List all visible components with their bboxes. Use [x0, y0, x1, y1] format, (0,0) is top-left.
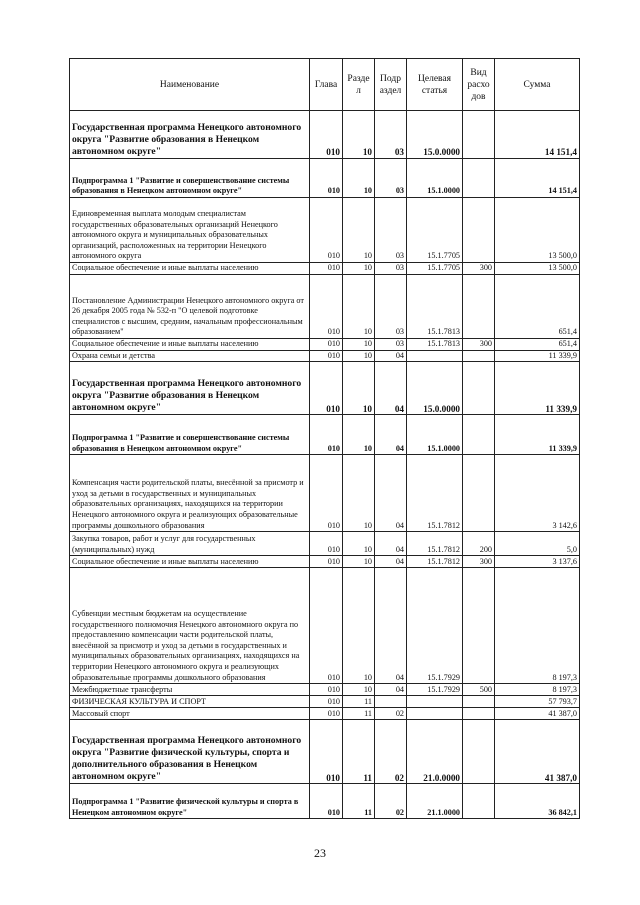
cell-section: 10 [343, 275, 375, 339]
cell-sum: 8 197,3 [495, 568, 580, 684]
cell-kind: 200 [463, 532, 495, 556]
cell-name: Социальное обеспечение и иные выплаты населению [70, 339, 310, 351]
cell-target: 15.1.7812 [407, 532, 463, 556]
cell-name: Закупка товаров, работ и услуг для государственных (муниципальных) нужд [70, 532, 310, 556]
table-row [70, 339, 580, 351]
cell-chapter: 010 [310, 696, 343, 708]
cell-name: Государственная программа Ненецкого автономного округа "Развитие образования в Ненецком автономном округе" [70, 362, 310, 415]
cell-target: 15.0.0000 [407, 362, 463, 415]
page-number: 23 [314, 846, 326, 860]
table-row [70, 696, 580, 708]
cell-chapter: 010 [310, 350, 343, 362]
cell-section: 10 [343, 159, 375, 198]
cell-sum: 3 142,6 [495, 455, 580, 532]
cell-target: 15.1.7812 [407, 556, 463, 568]
cell-chapter: 010 [310, 684, 343, 696]
cell-section: 10 [343, 111, 375, 159]
cell-target: 15.1.7929 [407, 684, 463, 696]
cell-subsection: 03 [375, 339, 407, 351]
header-sum: Сумма [495, 59, 580, 111]
cell-subsection: 03 [375, 263, 407, 275]
cell-kind [463, 720, 495, 784]
cell-chapter: 010 [310, 159, 343, 198]
cell-chapter: 010 [310, 275, 343, 339]
cell-name: Государственная программа Ненецкого автономного округа "Развитие образования в Ненецком автономном округе" [70, 111, 310, 159]
table-row [70, 708, 580, 720]
cell-chapter: 010 [310, 263, 343, 275]
table-body [70, 111, 580, 819]
table-row [70, 263, 580, 275]
cell-subsection [375, 696, 407, 708]
cell-name: Социальное обеспечение и иные выплаты населению [70, 263, 310, 275]
header-name: Наименование [70, 59, 310, 111]
cell-chapter: 010 [310, 556, 343, 568]
cell-kind [463, 568, 495, 684]
cell-kind [463, 159, 495, 198]
table-row [70, 111, 580, 159]
cell-kind [463, 455, 495, 532]
table-row [70, 784, 580, 819]
cell-sum: 5,0 [495, 532, 580, 556]
cell-sum: 36 842,1 [495, 784, 580, 819]
table-row [70, 684, 580, 696]
cell-section: 11 [343, 720, 375, 784]
cell-chapter: 010 [310, 532, 343, 556]
cell-target: 15.1.7813 [407, 275, 463, 339]
cell-subsection: 04 [375, 455, 407, 532]
cell-sum: 651,4 [495, 339, 580, 351]
cell-chapter: 010 [310, 362, 343, 415]
cell-name: ФИЗИЧЕСКАЯ КУЛЬТУРА И СПОРТ [70, 696, 310, 708]
cell-sum: 11 339,9 [495, 350, 580, 362]
cell-kind: 300 [463, 339, 495, 351]
cell-section: 10 [343, 455, 375, 532]
cell-chapter: 010 [310, 339, 343, 351]
cell-subsection: 03 [375, 198, 407, 263]
cell-chapter: 010 [310, 720, 343, 784]
cell-sum: 8 197,3 [495, 684, 580, 696]
cell-sum: 651,4 [495, 275, 580, 339]
table-row [70, 350, 580, 362]
cell-kind [463, 111, 495, 159]
cell-target [407, 708, 463, 720]
cell-chapter: 010 [310, 415, 343, 455]
table-header-row [70, 59, 580, 111]
cell-name: Постановление Администрации Ненецкого автономного округа от 26 декабря 2005 года № 532-п "О целевой подготовке специалистов с высшим, средним, начальным профессиональным образованием" [70, 275, 310, 339]
cell-kind: 300 [463, 556, 495, 568]
cell-sum: 11 339,9 [495, 362, 580, 415]
cell-name: Охрана семьи и детства [70, 350, 310, 362]
cell-sum: 57 793,7 [495, 696, 580, 708]
table-row [70, 720, 580, 784]
header-section: Разде л [343, 59, 375, 111]
cell-kind [463, 415, 495, 455]
cell-kind [463, 784, 495, 819]
cell-target [407, 696, 463, 708]
header-chapter: Глава [310, 59, 343, 111]
cell-subsection: 02 [375, 708, 407, 720]
cell-target: 15.1.7812 [407, 455, 463, 532]
cell-target: 15.1.7705 [407, 263, 463, 275]
cell-subsection: 04 [375, 568, 407, 684]
budget-table-sheet [69, 58, 579, 819]
cell-sum: 13 500,0 [495, 198, 580, 263]
cell-sum: 13 500,0 [495, 263, 580, 275]
cell-sum: 11 339,9 [495, 415, 580, 455]
cell-name: Единовременная выплата молодым специалистам государственных образовательных организаций Ненецкого автономного округа и муниципальных образовательных организаций, расположенных на территории Ненецкого автономного округа [70, 198, 310, 263]
cell-kind [463, 350, 495, 362]
cell-name: Подпрограмма 1 "Развитие физической культуры и спорта в Ненецком автономном округе" [70, 784, 310, 819]
cell-name: Субвенции местным бюджетам на осуществление государственного полномочия Ненецкого автономного округа по предоставлению компенсации части родительской платы, внесённой за присмотр и уход за детьми в государственных и муниципальных образовательных организациях, находящихся на территории Ненецкого автономного округа и реализующих образовательные программы дошкольного образования [70, 568, 310, 684]
cell-kind [463, 362, 495, 415]
cell-chapter: 010 [310, 568, 343, 684]
cell-sum: 41 387,0 [495, 720, 580, 784]
cell-kind [463, 708, 495, 720]
cell-name: Подпрограмма 1 "Развитие и совершенствование системы образования в Ненецком автономном округе" [70, 159, 310, 198]
cell-kind [463, 275, 495, 339]
table-row [70, 556, 580, 568]
cell-section: 10 [343, 415, 375, 455]
cell-section: 10 [343, 198, 375, 263]
cell-target: 15.0.0000 [407, 111, 463, 159]
table-row [70, 198, 580, 263]
table-row [70, 362, 580, 415]
cell-target: 15.1.0000 [407, 415, 463, 455]
cell-subsection: 03 [375, 159, 407, 198]
cell-name: Массовый спорт [70, 708, 310, 720]
cell-subsection: 04 [375, 362, 407, 415]
cell-name: Подпрограмма 1 "Развитие и совершенствование системы образования в Ненецком автономном округе" [70, 415, 310, 455]
cell-target: 15.1.7705 [407, 198, 463, 263]
cell-section: 10 [343, 263, 375, 275]
cell-target [407, 350, 463, 362]
cell-chapter: 010 [310, 455, 343, 532]
cell-subsection: 03 [375, 275, 407, 339]
cell-section: 10 [343, 532, 375, 556]
cell-section: 10 [343, 350, 375, 362]
cell-section: 10 [343, 362, 375, 415]
cell-chapter: 010 [310, 111, 343, 159]
cell-name: Социальное обеспечение и иные выплаты населению [70, 556, 310, 568]
table-row [70, 532, 580, 556]
cell-subsection: 03 [375, 111, 407, 159]
table-row [70, 568, 580, 684]
cell-name: Межбюджетные трансферты [70, 684, 310, 696]
cell-kind: 500 [463, 684, 495, 696]
cell-subsection: 04 [375, 556, 407, 568]
cell-section: 11 [343, 708, 375, 720]
header-target: Целевая статья [407, 59, 463, 111]
cell-subsection: 04 [375, 684, 407, 696]
cell-section: 10 [343, 684, 375, 696]
cell-target: 15.1.0000 [407, 159, 463, 198]
cell-target: 15.1.7813 [407, 339, 463, 351]
cell-chapter: 010 [310, 784, 343, 819]
header-subsection: Подр аздел [375, 59, 407, 111]
cell-kind [463, 696, 495, 708]
cell-section: 10 [343, 339, 375, 351]
table-row [70, 159, 580, 198]
cell-target: 21.0.0000 [407, 720, 463, 784]
cell-name: Компенсация части родительской платы, внесённой за присмотр и уход за детьми в государственных и муниципальных образовательных организациях, находящихся на территории Ненецкого автономного округа и реализующих образовательные программы дошкольного образования [70, 455, 310, 532]
cell-kind: 300 [463, 263, 495, 275]
cell-chapter: 010 [310, 198, 343, 263]
budget-table [69, 58, 580, 819]
cell-subsection: 04 [375, 532, 407, 556]
cell-section: 10 [343, 556, 375, 568]
cell-chapter: 010 [310, 708, 343, 720]
table-row [70, 455, 580, 532]
cell-kind [463, 198, 495, 263]
cell-target: 21.1.0000 [407, 784, 463, 819]
cell-sum: 14 151,4 [495, 159, 580, 198]
cell-sum: 3 137,6 [495, 556, 580, 568]
cell-subsection: 04 [375, 415, 407, 455]
table-row [70, 275, 580, 339]
header-kind: Вид расхо дов [463, 59, 495, 111]
table-row [70, 415, 580, 455]
cell-section: 11 [343, 696, 375, 708]
cell-sum: 14 151,4 [495, 111, 580, 159]
cell-sum: 41 387,0 [495, 708, 580, 720]
cell-section: 10 [343, 568, 375, 684]
cell-subsection: 04 [375, 350, 407, 362]
cell-name: Государственная программа Ненецкого автономного округа "Развитие физической культуры, спорта и дополнительного образования в Ненецком автономном округе" [70, 720, 310, 784]
cell-section: 11 [343, 784, 375, 819]
cell-subsection: 02 [375, 720, 407, 784]
cell-target: 15.1.7929 [407, 568, 463, 684]
cell-subsection: 02 [375, 784, 407, 819]
